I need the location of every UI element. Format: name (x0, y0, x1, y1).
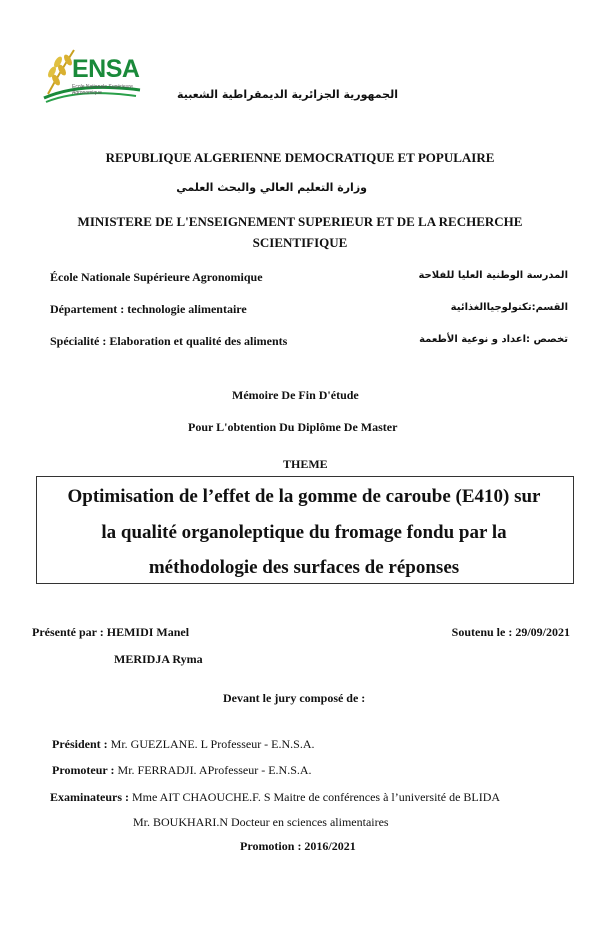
examiners-label: Examinateurs : (50, 790, 129, 804)
thesis-title-line2: la qualité organoleptique du fromage fondu par la (101, 522, 507, 543)
promoter-name: Mr. FERRADJI. AProfesseur - E.N.S.A. (117, 763, 312, 777)
promotion: Promotion : 2016/2021 (240, 839, 356, 853)
defense-date: Soutenu le : 29/09/2021 (451, 625, 570, 639)
examiner-1: Mme AIT CHAOUCHE.F. S Maitre de conférences à l’université de BLIDA (132, 790, 501, 804)
ministry-arabic: وزارة التعليم العالي والبحث العلمي (176, 181, 367, 194)
promoter-label: Promoteur : (52, 763, 115, 777)
presented-by: Présenté par : HEMIDI Manel (32, 625, 190, 639)
ministry-french-line1: MINISTERE DE L'ENSEIGNEMENT SUPERIEUR ET DE LA RECHERCHE (77, 214, 523, 229)
department-arabic: القسم:تكنولوجياالغذائية (450, 302, 568, 313)
jury-heading: Devant le jury composé de : (223, 691, 366, 705)
school-name: École Nationale Supérieure Agronomique (50, 270, 263, 284)
president-label: Président : (52, 737, 108, 751)
second-author: MERIDJA Ryma (114, 652, 203, 666)
specialty-arabic: تخصص :اعداد و نوعية الأطعمة (419, 334, 568, 345)
examiner-2: Mr. BOUKHARI.N Docteur en sciences alimentaires (133, 815, 389, 829)
republic-arabic: الجمهورية الجزائرية الديمقراطية الشعبية (177, 88, 398, 101)
president-name: Mr. GUEZLANE. L Professeur - E.N.S.A. (110, 737, 315, 751)
promoter-row (52, 763, 312, 778)
theme-label: THEME (283, 457, 328, 471)
department: Département : technologie alimentaire (50, 302, 247, 316)
thesis-title-line3: méthodologie des surfaces de réponses (148, 557, 460, 578)
logo-subtitle: Ecole Nationale Supérieure Agronomique (72, 84, 133, 96)
president-row (52, 737, 315, 752)
thesis-purpose: Pour L'obtention Du Diplôme De Master (188, 420, 398, 434)
examiners-row (50, 790, 500, 805)
ministry-french-line2: SCIENTIFIQUE (252, 235, 348, 250)
specialty: Spécialité : Elaboration et qualité des aliments (50, 334, 288, 348)
thesis-title-line1: Optimisation de l’effet de la gomme de caroube (E410) sur (67, 486, 541, 507)
school-name-arabic: المدرسة الوطنية العليا للفلاحة (418, 270, 568, 281)
thesis-type: Mémoire De Fin D'étude (232, 388, 359, 402)
republic-french: REPUBLIQUE ALGERIENNE DEMOCRATIQUE ET POPULAIRE (105, 150, 495, 165)
logo-name: ENSA (72, 55, 140, 83)
